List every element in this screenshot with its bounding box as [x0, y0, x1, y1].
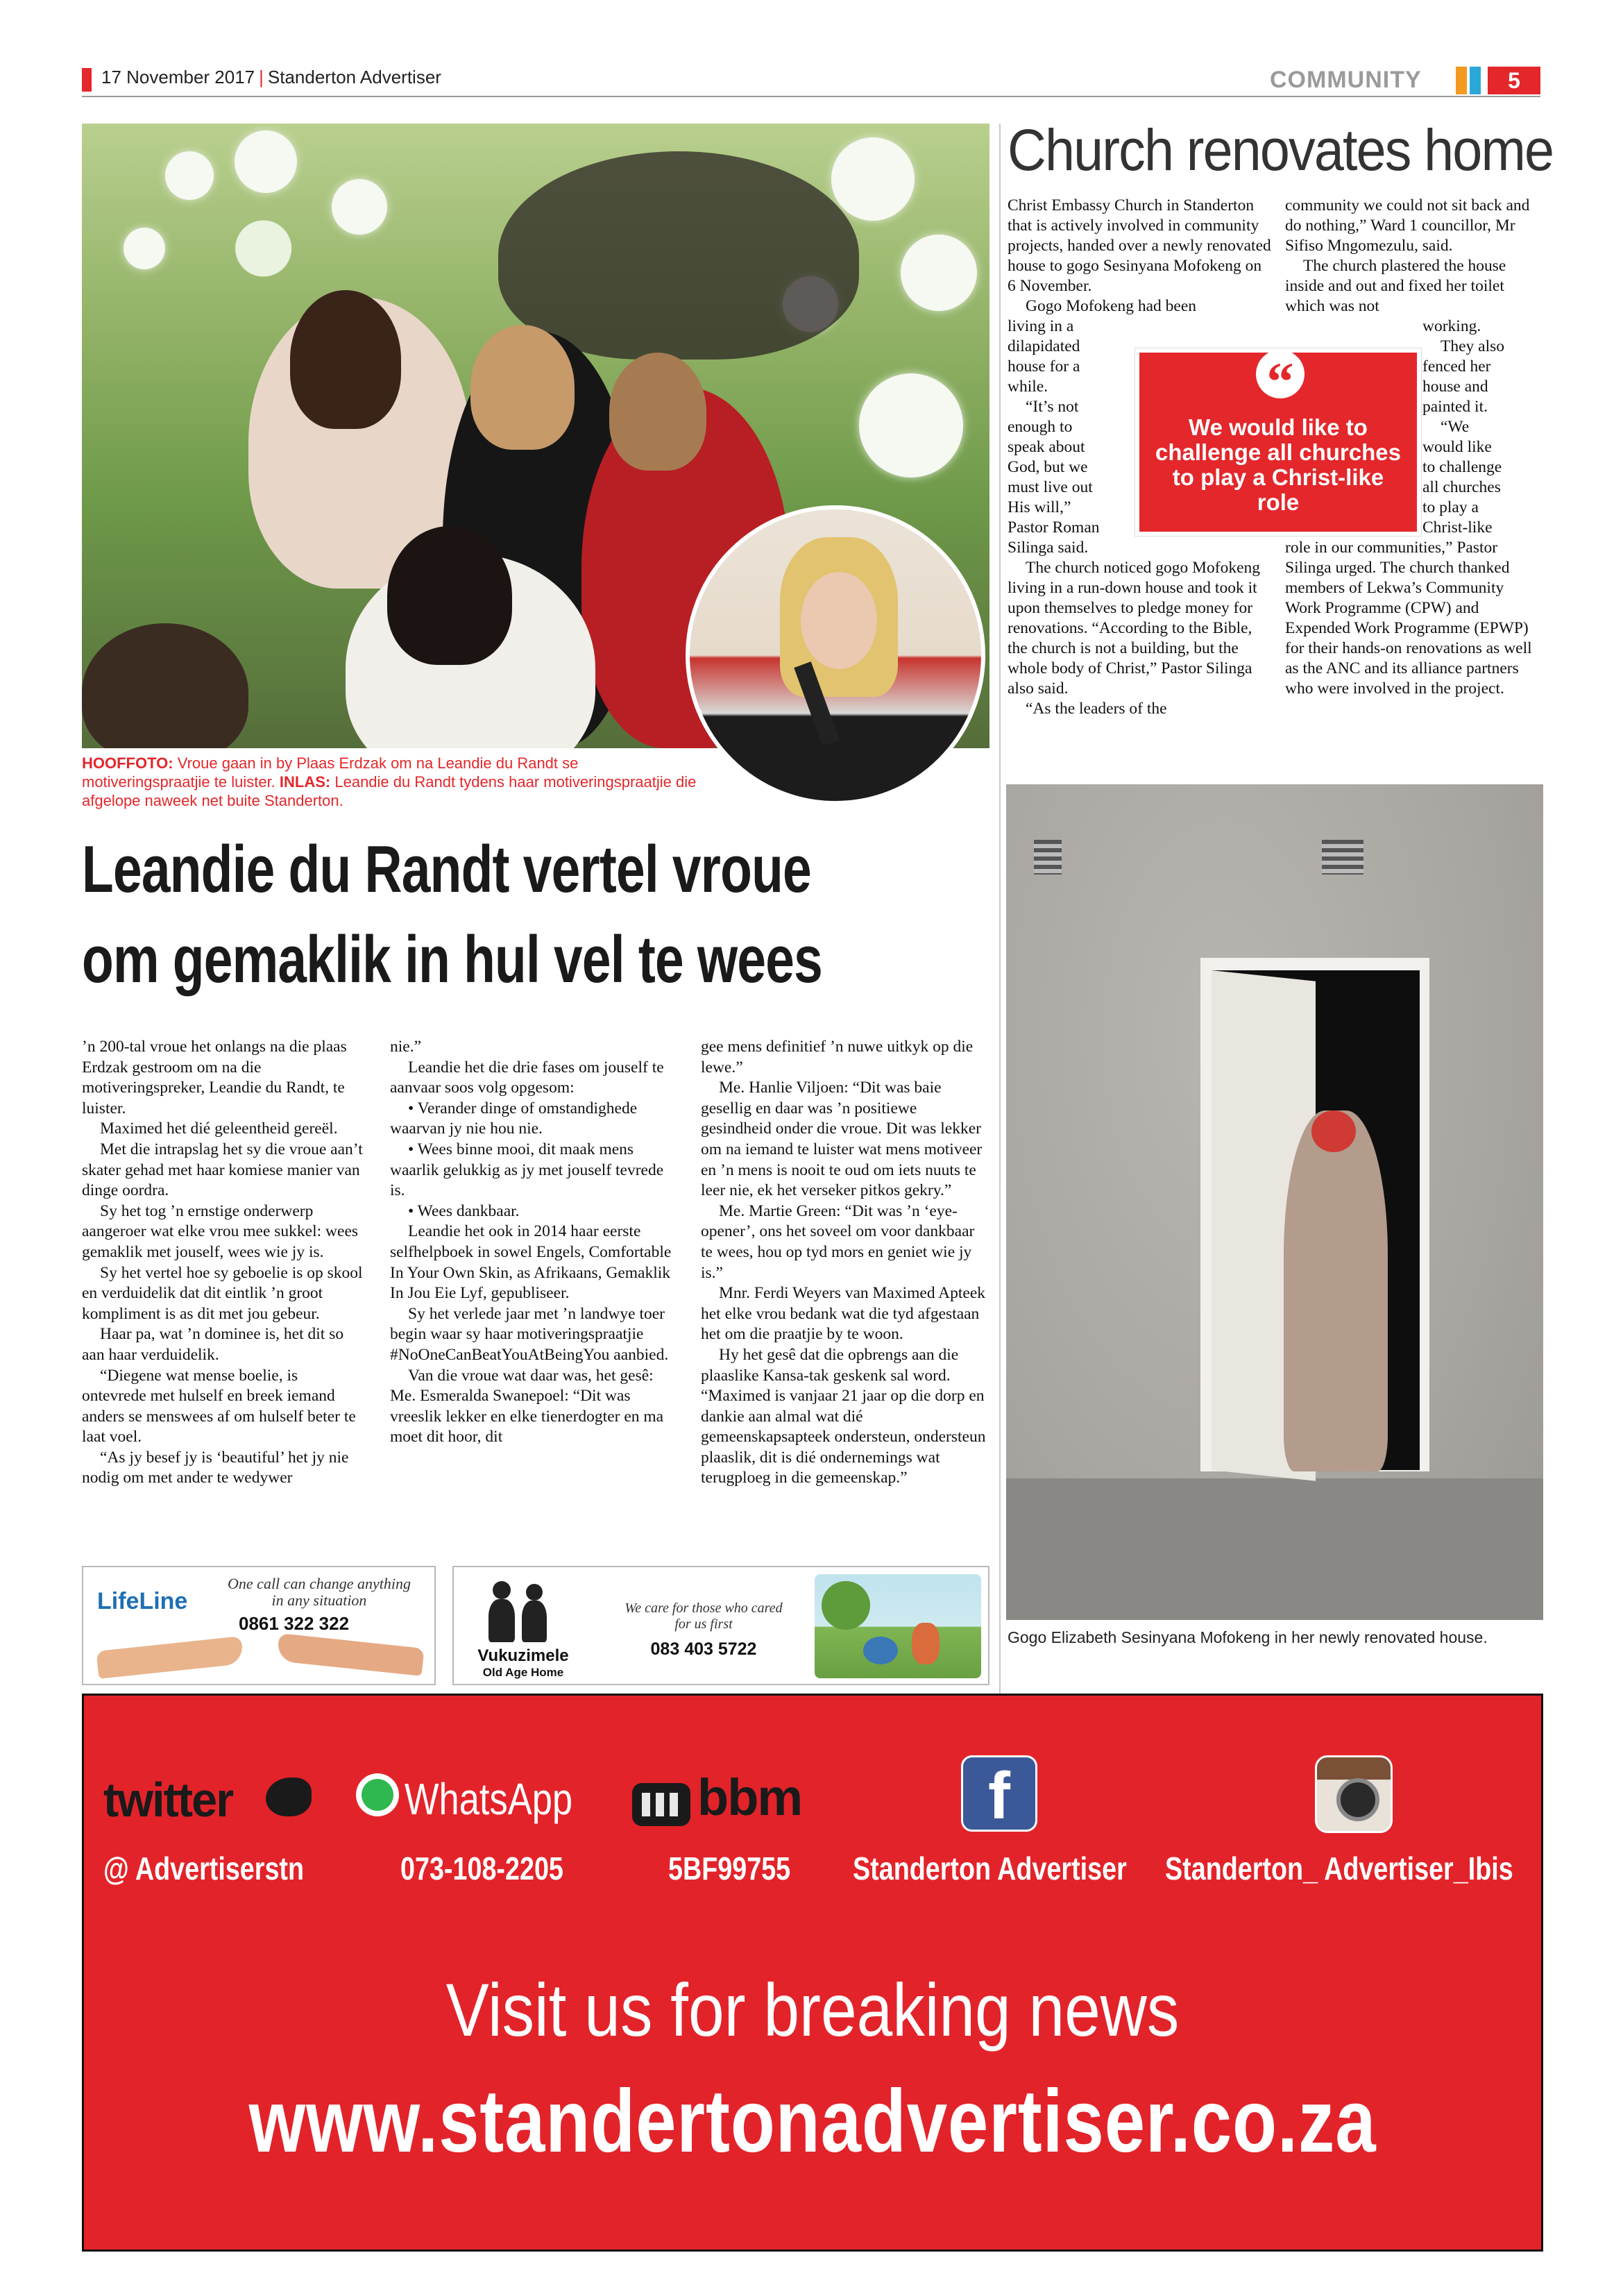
air-vent — [1034, 840, 1062, 875]
whatsapp-number[interactable]: 073-108-2205 — [400, 1850, 563, 1886]
text-line: to challenge — [1422, 458, 1502, 476]
bbm-icon — [632, 1783, 690, 1826]
section-name: COMMUNITY — [1270, 67, 1422, 93]
paragraph: Me. Hanlie Viljoen: “Dit was baie gesellig en daar was ’n positiewe gesindheid onder die vroue. Dit was lekker om na iemand te luister wat mens motiveer en ’n mens is nooit te oud om iets nuuts te leer nie, ek het verseker pitkos gekry.” — [701, 1079, 983, 1200]
caption-text-inlas: Leandie du Randt tydens haar motiveringspraatjie die afgelope naweek net buite Standerton. — [82, 773, 697, 809]
wrapped-text-around-quote — [1008, 316, 1125, 558]
text-line: to play a — [1422, 498, 1479, 516]
text-line: would like — [1422, 438, 1492, 456]
paragraph: gee mens definitief ’n nuwe uitkyk op die lewe.” — [701, 1038, 974, 1077]
paragraph: Hy het gesê dat die opbrengs aan die plaaslike Kansa-tak geskenk sal word. “Maximed is vanjaar 21 jaar op die dorp en dankie aan almal wat dié gemeenskapsapteek ondersteun, ondersteun plaaslik, dit is dié ondernemings wat terugploeg in die gemeenskap.” — [701, 1345, 986, 1487]
lifeline-logo: LifeLine — [97, 1588, 188, 1614]
facebook-icon: f — [961, 1755, 1037, 1832]
hand-right-icon — [276, 1633, 424, 1676]
article-column-2 — [390, 1037, 681, 1448]
paragraph: Leandie het die drie fases om jouself te aanvaar soos volg opgesom: — [390, 1058, 664, 1097]
header-rule — [82, 96, 1540, 97]
slogan-line: One call can change anything — [228, 1575, 411, 1592]
slogan-line: in any situation — [271, 1592, 367, 1609]
quote-mark-icon: “ — [1256, 350, 1305, 398]
main-photo-caption — [82, 754, 706, 810]
headline-line-2: om gemaklik in hul vel te wees — [82, 922, 822, 997]
vukuzimele-name: Vukuzimele — [477, 1646, 569, 1665]
paragraph: Leandie het ook in 2014 haar eerste selfhelpboek in sowel Engels, Comfortable In Your Own Skin, as Afrikaans, Gemaklik In Jou Eie Lyf, gepubliseer. — [390, 1222, 672, 1303]
twitter-logo: twitter — [103, 1773, 233, 1827]
text-line: Silinga said. — [1008, 539, 1089, 557]
social-media-banner — [82, 1694, 1543, 2252]
website-url[interactable]: www.standertonadvertiser.co.za — [248, 2072, 1377, 2171]
bbm-logo: bbm — [697, 1769, 802, 1826]
paragraph: Me. Martie Green: “Dit was ’n ‘eye-opener’, ons het soveel om voor dankbaar te wees, hou op tyd mors en geniet wie jy is.” — [701, 1201, 975, 1282]
text-line: Christ-like — [1422, 518, 1493, 537]
air-vent — [1322, 840, 1363, 875]
paragraph: The church noticed gogo Mofokeng living in a run-down house and took it upon themselves to pledge money for renovations. “According to the Bible, the church is not a building, but the whole body of Christ,” Pastor Silinga also said. — [1008, 559, 1261, 698]
pull-quote-box — [1135, 348, 1421, 536]
header-accent-bar — [82, 68, 92, 92]
issue-date: 17 November 2017 — [101, 67, 255, 87]
paragraph: Met die intrapslag het sy die vroue aan’t skater gehad met haar komiese manier van dinge oordra. — [82, 1140, 363, 1200]
bullet-item: • Wees binne mooi, dit maak mens waarlik gelukkig as jy met jouself tevrede is. — [390, 1140, 664, 1200]
header-blue-square — [1470, 67, 1481, 94]
text-line: working. — [1422, 317, 1481, 335]
photo-ground — [1006, 1478, 1543, 1620]
headline-line-1: Leandie du Randt vertel vroue — [82, 832, 811, 906]
paragraph: Mnr. Ferdi Weyers van Maximed Apteek het elke vrou bedank wat die tyd afgestaan het om die praatjie by te woon. — [701, 1284, 986, 1344]
text-line: God, but we — [1008, 458, 1088, 476]
paragraph: “As the leaders of the — [1026, 700, 1167, 718]
paragraph: Sy het vertel hoe sy geboelie is op skool en verduidelik dat dit eintlik ’n groot kompliment is as dit met jou gebeur. — [82, 1263, 363, 1323]
text-line: “We — [1441, 418, 1470, 436]
text-line: fenced her — [1422, 357, 1491, 375]
paragraph: The church plastered the house inside and out and fixed her toilet which was not — [1285, 257, 1506, 315]
text-line: house for a — [1008, 357, 1080, 375]
vukuzimele-advert[interactable] — [452, 1566, 989, 1685]
text-line: enough to — [1008, 418, 1073, 436]
text-line: “It’s not — [1026, 398, 1079, 416]
header-separator: | — [259, 67, 264, 87]
wrapped-text-around-quote — [1422, 316, 1543, 538]
caption-text-hooffoto: Vroue gaan in by Plaas Erdzak om na Leandie du Randt se motiveringspraatjie te luister. — [82, 754, 579, 791]
text-line: speak about — [1008, 438, 1085, 456]
text-line: all churches — [1422, 478, 1501, 496]
facebook-handle[interactable]: Standerton Advertiser — [853, 1850, 1127, 1886]
paragraph: Van die vroue wat daar was, het gesê: Me. Esmeralda Swanepoel: “Dit was vreeslik lekker en elke tienerdogter en ma moet dit hoor, dit — [390, 1366, 664, 1446]
column-divider — [999, 124, 1001, 1695]
twitter-bird-icon — [266, 1778, 312, 1816]
header-orange-square — [1456, 67, 1467, 94]
bullet-item: • Wees dankbaar. — [408, 1201, 520, 1220]
bullet-item: • Verander dinge of omstandighede waarvan jy nie hou nie. — [390, 1099, 638, 1138]
instagram-icon — [1315, 1755, 1393, 1833]
main-headline — [82, 825, 822, 1005]
vukuzimele-slogan — [600, 1601, 808, 1632]
text-line: His will,” — [1008, 498, 1071, 516]
lifeline-slogan — [215, 1576, 423, 1609]
paragraph: Haar pa, wat ’n dominee is, het dit so aan haar verduidelik. — [82, 1325, 344, 1364]
caption-label-hooffoto: HOOFFOTO: — [82, 754, 173, 772]
elderly-couple-icon — [486, 1581, 555, 1644]
instagram-handle[interactable]: Standerton_ Advertiser_Ibis — [1165, 1850, 1513, 1886]
bbm-pin[interactable]: 5BF99755 — [668, 1850, 791, 1886]
paragraph: nie.” — [390, 1038, 422, 1056]
lifeline-phone: 0861 322 322 — [239, 1613, 350, 1634]
publication-name: Standerton Advertiser — [267, 67, 441, 87]
text-line: dilapidated — [1008, 337, 1080, 355]
text-line: while. — [1008, 378, 1048, 396]
caption-label-inlas: INLAS: — [279, 773, 331, 791]
paragraph: Maximed het dié geleentheid gereël. — [100, 1120, 338, 1138]
pull-quote-text: We would like to challenge all churches to play a Christ-like role — [1155, 414, 1401, 515]
paragraph: “As jy besef jy is ‘beautiful’ het jy nie nodig om met ander te wedywer — [82, 1448, 349, 1487]
paragraph: Sy het tog ’n ernstige onderwerp aangeroer wat elke vrou mee sukkel: wees gemaklik met jouself, wees wie jy is. — [82, 1201, 359, 1261]
breaking-news-tagline: Visit us for breaking news — [445, 1968, 1180, 2052]
paragraph: Sy het verlede jaar met ’n landwye toer begin waar sy haar motiveringspraatjie #NoOneCanBeatYouAtBeingYou aanbied. — [390, 1304, 669, 1364]
woman-figure — [1284, 1111, 1388, 1471]
whatsapp-logo: WhatsApp — [405, 1774, 573, 1824]
slogan-line: We care for those who cared — [624, 1601, 783, 1616]
text-line: house and — [1422, 378, 1488, 396]
church-photo-caption: Gogo Elizabeth Sesinyana Mofokeng in her newly renovated house. — [1008, 1628, 1488, 1646]
church-article-title: Church renovates home — [1008, 117, 1554, 183]
lifeline-advert[interactable] — [82, 1566, 436, 1685]
text-line: Pastor Roman — [1008, 518, 1100, 537]
article-column-1 — [82, 1037, 365, 1489]
cartoon-illustration — [815, 1574, 981, 1678]
vukuzimele-sub: Old Age Home — [482, 1666, 564, 1679]
paragraph: Gogo Mofokeng had been — [1026, 297, 1197, 315]
paragraph: ’n 200-tal vroue het onlangs na die plaas Erdzak gestroom om na die motiveringspreker, Leandie du Randt, te luister. — [82, 1038, 347, 1117]
slogan-line: for us first — [674, 1617, 733, 1632]
hand-left-icon — [96, 1636, 244, 1679]
paragraph: Christ Embassy Church in Standerton that is actively involved in community projects, handed over a newly renovated house to gogo Sesinyana Mofokeng on 6 November. — [1008, 196, 1271, 295]
headscarf — [1311, 1111, 1356, 1152]
paragraph: “Diegene wat mense boelie, is ontevrede met hulself en breek iemand anders se menswees af om hulself beter te laat voel. — [82, 1366, 356, 1446]
twitter-handle[interactable]: @ Advertiserstn — [103, 1850, 305, 1886]
paragraph: community we could not sit back and do nothing,” Ward 1 councillor, Mr Sifiso Mngomezulu, said. — [1285, 196, 1530, 255]
header-dateline — [101, 67, 441, 88]
inset-photo-leandie-du-randt — [686, 505, 985, 805]
church-photo-renovated-house — [1006, 784, 1543, 1620]
text-line: painted it. — [1422, 398, 1488, 416]
vukuzimele-phone: 083 403 5722 — [650, 1639, 757, 1659]
article-column-3 — [701, 1037, 988, 1489]
page-number: 5 — [1488, 67, 1540, 94]
text-line: must live out — [1008, 478, 1093, 496]
text-line: They also — [1441, 337, 1505, 355]
text-line: living in a — [1008, 317, 1074, 335]
paragraph: role in our communities,” Pastor Silinga urged. The church thanked members of Lekwa’s Community Work Programme (CPW) and Expended Work Programme (EPWP) for their hands-on renovations as well as the ANC and its alliance partners who were involved in the project. — [1285, 539, 1532, 698]
whatsapp-icon — [356, 1773, 399, 1816]
